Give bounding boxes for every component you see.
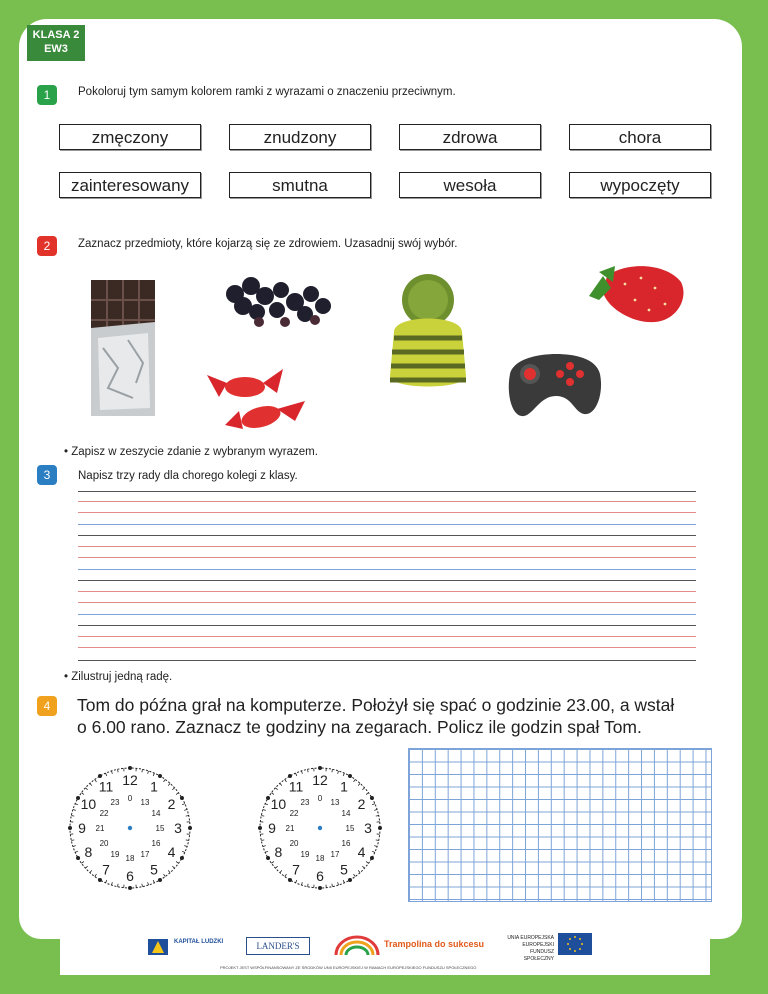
minute-tick [376, 816, 379, 817]
minute-tick [265, 804, 268, 805]
class-badge [27, 25, 85, 61]
minute-tick [90, 870, 92, 872]
hour-label: 5 [150, 861, 158, 878]
clock-center [318, 826, 322, 830]
minute-tick [285, 874, 287, 876]
minute-tick [362, 788, 364, 790]
minute-tick [148, 882, 149, 885]
minute-tick [374, 809, 377, 810]
eu-flag-icon [558, 933, 592, 955]
minute-tick [81, 862, 83, 864]
hour-24-label: 19 [110, 849, 120, 859]
clock-center [128, 826, 132, 830]
minute-tick [275, 866, 277, 868]
minute-tick [153, 880, 154, 883]
hour-mark [258, 826, 262, 830]
minute-tick [338, 771, 339, 774]
hour-24-label: 16 [151, 839, 161, 848]
candy-image[interactable] [205, 365, 315, 435]
minute-tick [182, 851, 185, 852]
writing-line [78, 580, 696, 581]
hour-label: 3 [174, 820, 182, 836]
hour-mark [76, 796, 80, 800]
task-4-text [77, 694, 717, 738]
minute-tick [280, 870, 282, 872]
minute-tick [280, 783, 282, 785]
minute-tick [106, 773, 107, 776]
rainbow-logo-icon [332, 933, 382, 957]
word-box-5[interactable]: zainteresowany [59, 172, 201, 198]
hour-label: 6 [126, 868, 134, 884]
hour-24-label: 22 [289, 809, 299, 818]
kapital-ludzki-label: KAPITAŁ LUDZKI [174, 939, 224, 945]
hour-mark [318, 766, 322, 770]
minute-tick [366, 793, 368, 795]
eu-label-line-2: EUROPEJSKI [522, 942, 554, 948]
minute-tick [308, 884, 309, 887]
hour-label: 10 [80, 796, 97, 812]
minute-tick [332, 769, 333, 772]
minute-tick [142, 769, 143, 772]
minute-tick [184, 846, 187, 847]
hour-label: 8 [84, 844, 93, 860]
minute-tick [142, 884, 143, 887]
footer-logos [60, 933, 710, 975]
writing-line [78, 535, 696, 536]
minute-tick [372, 804, 375, 805]
task-3-bullet: • Zilustruj jedną radę. [64, 671, 173, 683]
hour-mark [348, 878, 352, 882]
task-4-line-2: o 6.00 rano. Zaznacz te godziny na zegarach. Policz ile godzin spał Tom. [77, 717, 642, 737]
minute-tick [263, 846, 266, 847]
minute-tick [106, 880, 107, 883]
hour-mark [180, 796, 184, 800]
hour-mark [318, 886, 322, 890]
hour-mark [348, 774, 352, 778]
hour-24-label: 14 [151, 809, 161, 818]
minute-tick [261, 816, 264, 817]
hour-mark [68, 826, 72, 830]
minute-tick [73, 809, 76, 810]
minute-tick [362, 866, 364, 868]
clock-face-1[interactable] [50, 766, 210, 890]
writing-line [78, 557, 696, 558]
hour-mark [188, 826, 192, 830]
hour-24-label: 21 [285, 824, 295, 833]
minute-tick [172, 788, 174, 790]
hour-label: 3 [364, 820, 372, 836]
hour-24-label: 18 [315, 854, 325, 863]
minute-tick [90, 783, 92, 785]
minute-tick [332, 884, 333, 887]
word-box-4[interactable]: chora [569, 124, 711, 150]
hour-24-label: 23 [110, 798, 120, 808]
hour-24-label: 15 [155, 824, 165, 833]
hour-24-label: 17 [330, 849, 340, 859]
minute-tick [73, 846, 76, 847]
minute-tick [168, 783, 170, 785]
hour-label: 1 [150, 778, 158, 795]
writing-line [78, 501, 696, 502]
minute-tick [176, 862, 178, 864]
eu-label [504, 935, 554, 963]
hour-label: 9 [268, 820, 276, 836]
hour-label: 4 [167, 844, 176, 860]
hour-24-label: 0 [317, 794, 323, 803]
writing-line [78, 660, 696, 661]
minute-tick [275, 788, 277, 790]
eu-label-line-1: UNIA EUROPEJSKA [507, 935, 554, 941]
hour-label: 6 [316, 868, 324, 884]
word-box-3[interactable]: zdrowa [399, 124, 541, 150]
writing-line [78, 569, 696, 570]
writing-line [78, 602, 696, 603]
writing-line [78, 636, 696, 637]
minute-tick [376, 840, 379, 841]
minute-tick [71, 816, 74, 817]
hour-24-label: 20 [99, 839, 109, 848]
minute-tick [308, 769, 309, 772]
strawberry-image[interactable] [585, 258, 689, 326]
minute-tick [176, 793, 178, 795]
minute-tick [75, 804, 78, 805]
hour-mark [370, 856, 374, 860]
minute-tick [372, 851, 375, 852]
hour-mark [158, 878, 162, 882]
writing-line [78, 614, 696, 615]
squared-grid-area[interactable] [408, 748, 712, 902]
hour-24-label: 18 [125, 854, 135, 863]
minute-tick [296, 773, 297, 776]
hat-image[interactable] [378, 272, 478, 392]
minute-tick [343, 773, 344, 776]
task-1-number: 1 [37, 85, 57, 105]
hour-mark [266, 796, 270, 800]
minute-tick [265, 851, 268, 852]
writing-line [78, 524, 696, 525]
minute-tick [111, 771, 112, 774]
class-label: KLASA 2 [32, 29, 80, 41]
minute-tick [111, 882, 112, 885]
minute-tick [85, 788, 87, 790]
trampolina-logo: Trampolina do sukcesu [384, 939, 485, 949]
hour-mark [128, 886, 132, 890]
task-3-number: 3 [37, 465, 57, 485]
minute-tick [168, 870, 170, 872]
hour-24-label: 16 [341, 839, 351, 848]
minute-tick [75, 851, 78, 852]
minute-tick [95, 874, 97, 876]
clock-face-2[interactable] [240, 766, 400, 890]
minute-tick [285, 779, 287, 781]
minute-tick [271, 862, 273, 864]
hour-label: 4 [357, 844, 366, 860]
minute-tick [358, 783, 360, 785]
hour-label: 11 [98, 778, 114, 795]
hour-24-label: 21 [95, 824, 105, 833]
hour-label: 1 [340, 778, 348, 795]
minute-tick [354, 779, 356, 781]
hour-label: 7 [102, 861, 110, 878]
gamepad-image[interactable] [500, 344, 610, 426]
writing-line [78, 625, 696, 626]
minute-tick [366, 862, 368, 864]
hour-24-label: 17 [140, 849, 150, 859]
task-3-instruction: Napisz trzy rady dla chorego kolegi z klasy. [78, 470, 298, 482]
word-box-6[interactable]: smutna [229, 172, 371, 198]
hour-label: 12 [122, 772, 138, 788]
minute-tick [184, 809, 187, 810]
minute-tick [301, 771, 302, 774]
hour-mark [98, 878, 102, 882]
kapital-ludzki-logo-icon [148, 937, 172, 959]
hour-label: 7 [292, 861, 300, 878]
hour-mark [180, 856, 184, 860]
minute-tick [81, 793, 83, 795]
hour-24-label: 15 [345, 824, 355, 833]
hour-label: 9 [78, 820, 86, 836]
minute-tick [343, 880, 344, 883]
word-box-8[interactable]: wypoczęty [569, 172, 711, 198]
minute-tick [271, 793, 273, 795]
landers-logo: LANDER'S [246, 937, 310, 955]
word-box-7[interactable]: wesoła [399, 172, 541, 198]
hour-label: 8 [274, 844, 283, 860]
minute-tick [71, 840, 74, 841]
task-2-bullet: • Zapisz w zeszycie zdanie z wybranym wyrazem. [64, 446, 318, 458]
class-code: EW3 [44, 43, 68, 55]
hour-mark [128, 766, 132, 770]
minute-tick [172, 866, 174, 868]
hour-24-label: 14 [341, 809, 351, 818]
word-box-1[interactable]: zmęczony [59, 124, 201, 150]
hour-label: 10 [270, 796, 287, 812]
hour-label: 2 [167, 796, 176, 812]
minute-tick [95, 779, 97, 781]
word-box-2[interactable]: znudzony [229, 124, 371, 150]
hour-24-label: 20 [289, 839, 299, 848]
hour-mark [76, 856, 80, 860]
berries-image[interactable] [215, 272, 345, 332]
minute-tick [374, 846, 377, 847]
minute-tick [153, 773, 154, 776]
hour-mark [266, 856, 270, 860]
hour-24-label: 22 [99, 809, 109, 818]
hour-24-label: 19 [300, 849, 310, 859]
hour-24-label: 13 [330, 798, 340, 808]
minute-tick [85, 866, 87, 868]
minute-tick [148, 771, 149, 774]
hour-24-label: 13 [140, 798, 150, 808]
hour-label: 11 [288, 778, 304, 795]
minute-tick [263, 809, 266, 810]
minute-tick [186, 816, 189, 817]
task-2-number: 2 [37, 236, 57, 256]
minute-tick [186, 840, 189, 841]
task-4-line-1: Tom do późna grał na komputerze. Położył się spać o godzinie 23.00, a wstał [77, 695, 675, 715]
hour-mark [378, 826, 382, 830]
minute-tick [296, 880, 297, 883]
hour-mark [370, 796, 374, 800]
task-2-instruction: Zaznacz przedmioty, które kojarzą się ze zdrowiem. Uzasadnij swój wybór. [78, 238, 458, 250]
writing-line [78, 512, 696, 513]
hour-label: 12 [312, 772, 328, 788]
hour-label: 5 [340, 861, 348, 878]
minute-tick [301, 882, 302, 885]
minute-tick [118, 884, 119, 887]
writing-line [78, 591, 696, 592]
eu-label-line-3: FUNDUSZ SPOŁECZNY [523, 949, 554, 962]
hour-24-label: 0 [127, 794, 133, 803]
minute-tick [261, 840, 264, 841]
task-1-instruction: Pokoloruj tym samym kolorem ramki z wyrazami o znaczeniu przeciwnym. [78, 86, 456, 98]
hour-mark [288, 878, 292, 882]
hour-label: 2 [357, 796, 366, 812]
minute-tick [164, 874, 166, 876]
minute-tick [354, 874, 356, 876]
writing-line [78, 491, 696, 492]
hour-24-label: 23 [300, 798, 310, 808]
minute-tick [338, 882, 339, 885]
task-4-number: 4 [37, 696, 57, 716]
minute-tick [164, 779, 166, 781]
minute-tick [358, 870, 360, 872]
writing-line [78, 647, 696, 648]
minute-tick [118, 769, 119, 772]
writing-line [78, 546, 696, 547]
footer-note: PROJEKT JEST WSPÓŁFINANSOWANY ZE ŚRODKÓW UNII EUROPEJSKIEJ W RAMACH EUROPEJSKIEGO FUNDUSZU SPOŁECZNEGO [220, 965, 477, 970]
hour-mark [158, 774, 162, 778]
chocolate-image[interactable] [88, 278, 160, 418]
minute-tick [182, 804, 185, 805]
